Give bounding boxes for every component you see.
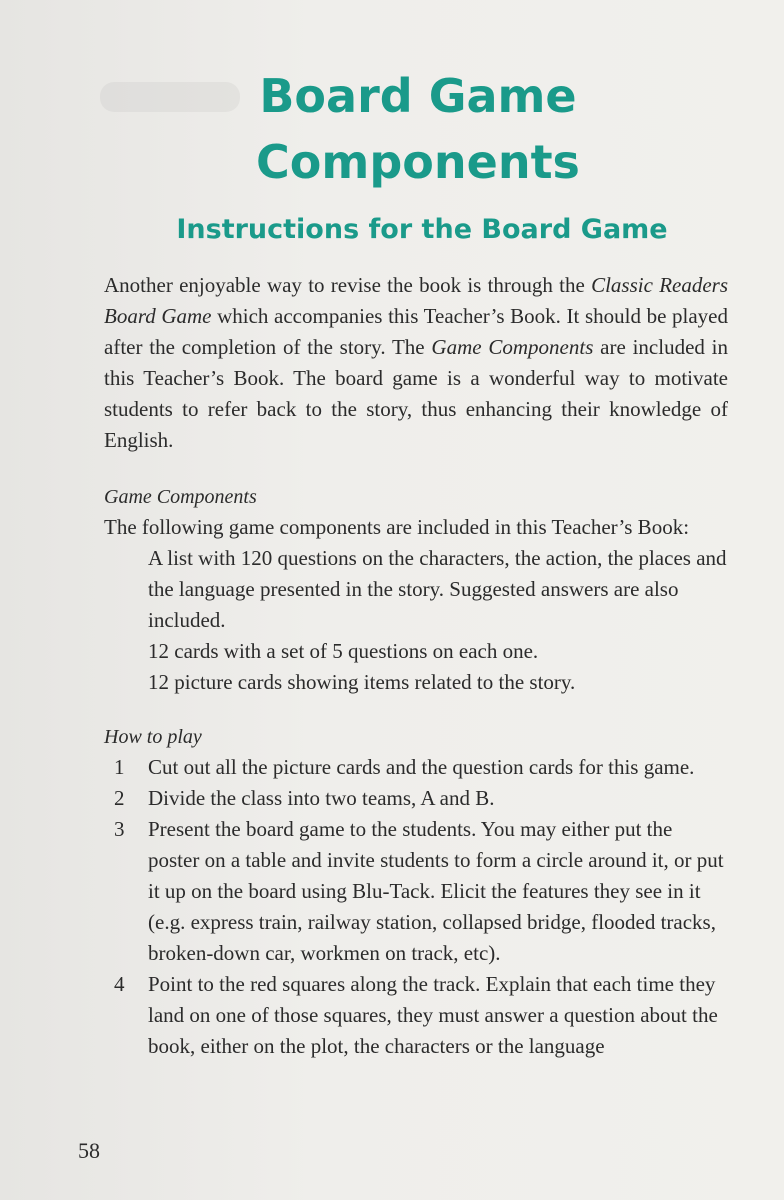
component-item: 12 cards with a set of 5 questions on each one. [148,639,539,663]
game-components-lead: The following game components are included in this Teacher’s Book: [104,515,690,539]
intro-sentence-3: are included in this Teacher’s Book. The board game is a wonderful way to motivate students to refer back to the story, thus enhancing their knowledge of English. [104,335,729,452]
step-number: 2 [114,786,125,810]
component-item: A list with 120 questions on the characters, the action, the places and the language presented in the story. Suggested answers are also included. [148,546,727,632]
component-item: 12 picture cards showing items related to the story. [148,670,576,694]
step-number: 3 [114,817,125,841]
step-item [104,969,728,1062]
intro-paragraph [104,270,728,456]
how-to-play-heading: How to play [104,726,202,748]
step-item [104,814,728,969]
page-title-line-1: Board Game [259,69,577,123]
intro-italic-2: Game Components [431,335,594,359]
step-item [104,783,728,814]
step-number: 4 [114,972,125,996]
step-item [104,752,728,783]
step-text: Cut out all the picture cards and the question cards for this game. [148,755,695,779]
game-components-list [104,543,728,698]
step-text: Point to the red squares along the track. Explain that each time they land on one of those squares, they must answer a question about the book, either on the plot, the characters or the language [148,972,718,1058]
page-title-line-2: Components [256,135,580,189]
game-components-section [104,482,728,698]
page-subtitle: Instructions for the Board Game [176,214,668,245]
page-number: 58 [78,1138,100,1163]
step-text: Present the board game to the students. You may either put the poster on a table and invite students to form a circle around it, or put it up on the board using Blu-Tack. Elicit the features they see in it (e.g. express train, railway station, collapsed bridge, flooded tracks, broken-down car, workmen on track, etc). [148,817,724,965]
intro-sentence-1: Another enjoyable way to revise the book is through the [104,273,592,297]
step-number: 1 [114,755,125,779]
intro-text [104,270,728,456]
game-components-heading: Game Components [104,486,257,508]
how-to-play-steps [104,752,728,1062]
intro-italic-1: Classic Readers Board Game [104,273,729,328]
intro-sentence-2: which accompanies this Teacher’s Book. It should be played after the completion of the story. The [104,304,728,359]
step-text: Divide the class into two teams, A and B. [148,786,495,810]
how-to-play-section [104,722,728,1062]
